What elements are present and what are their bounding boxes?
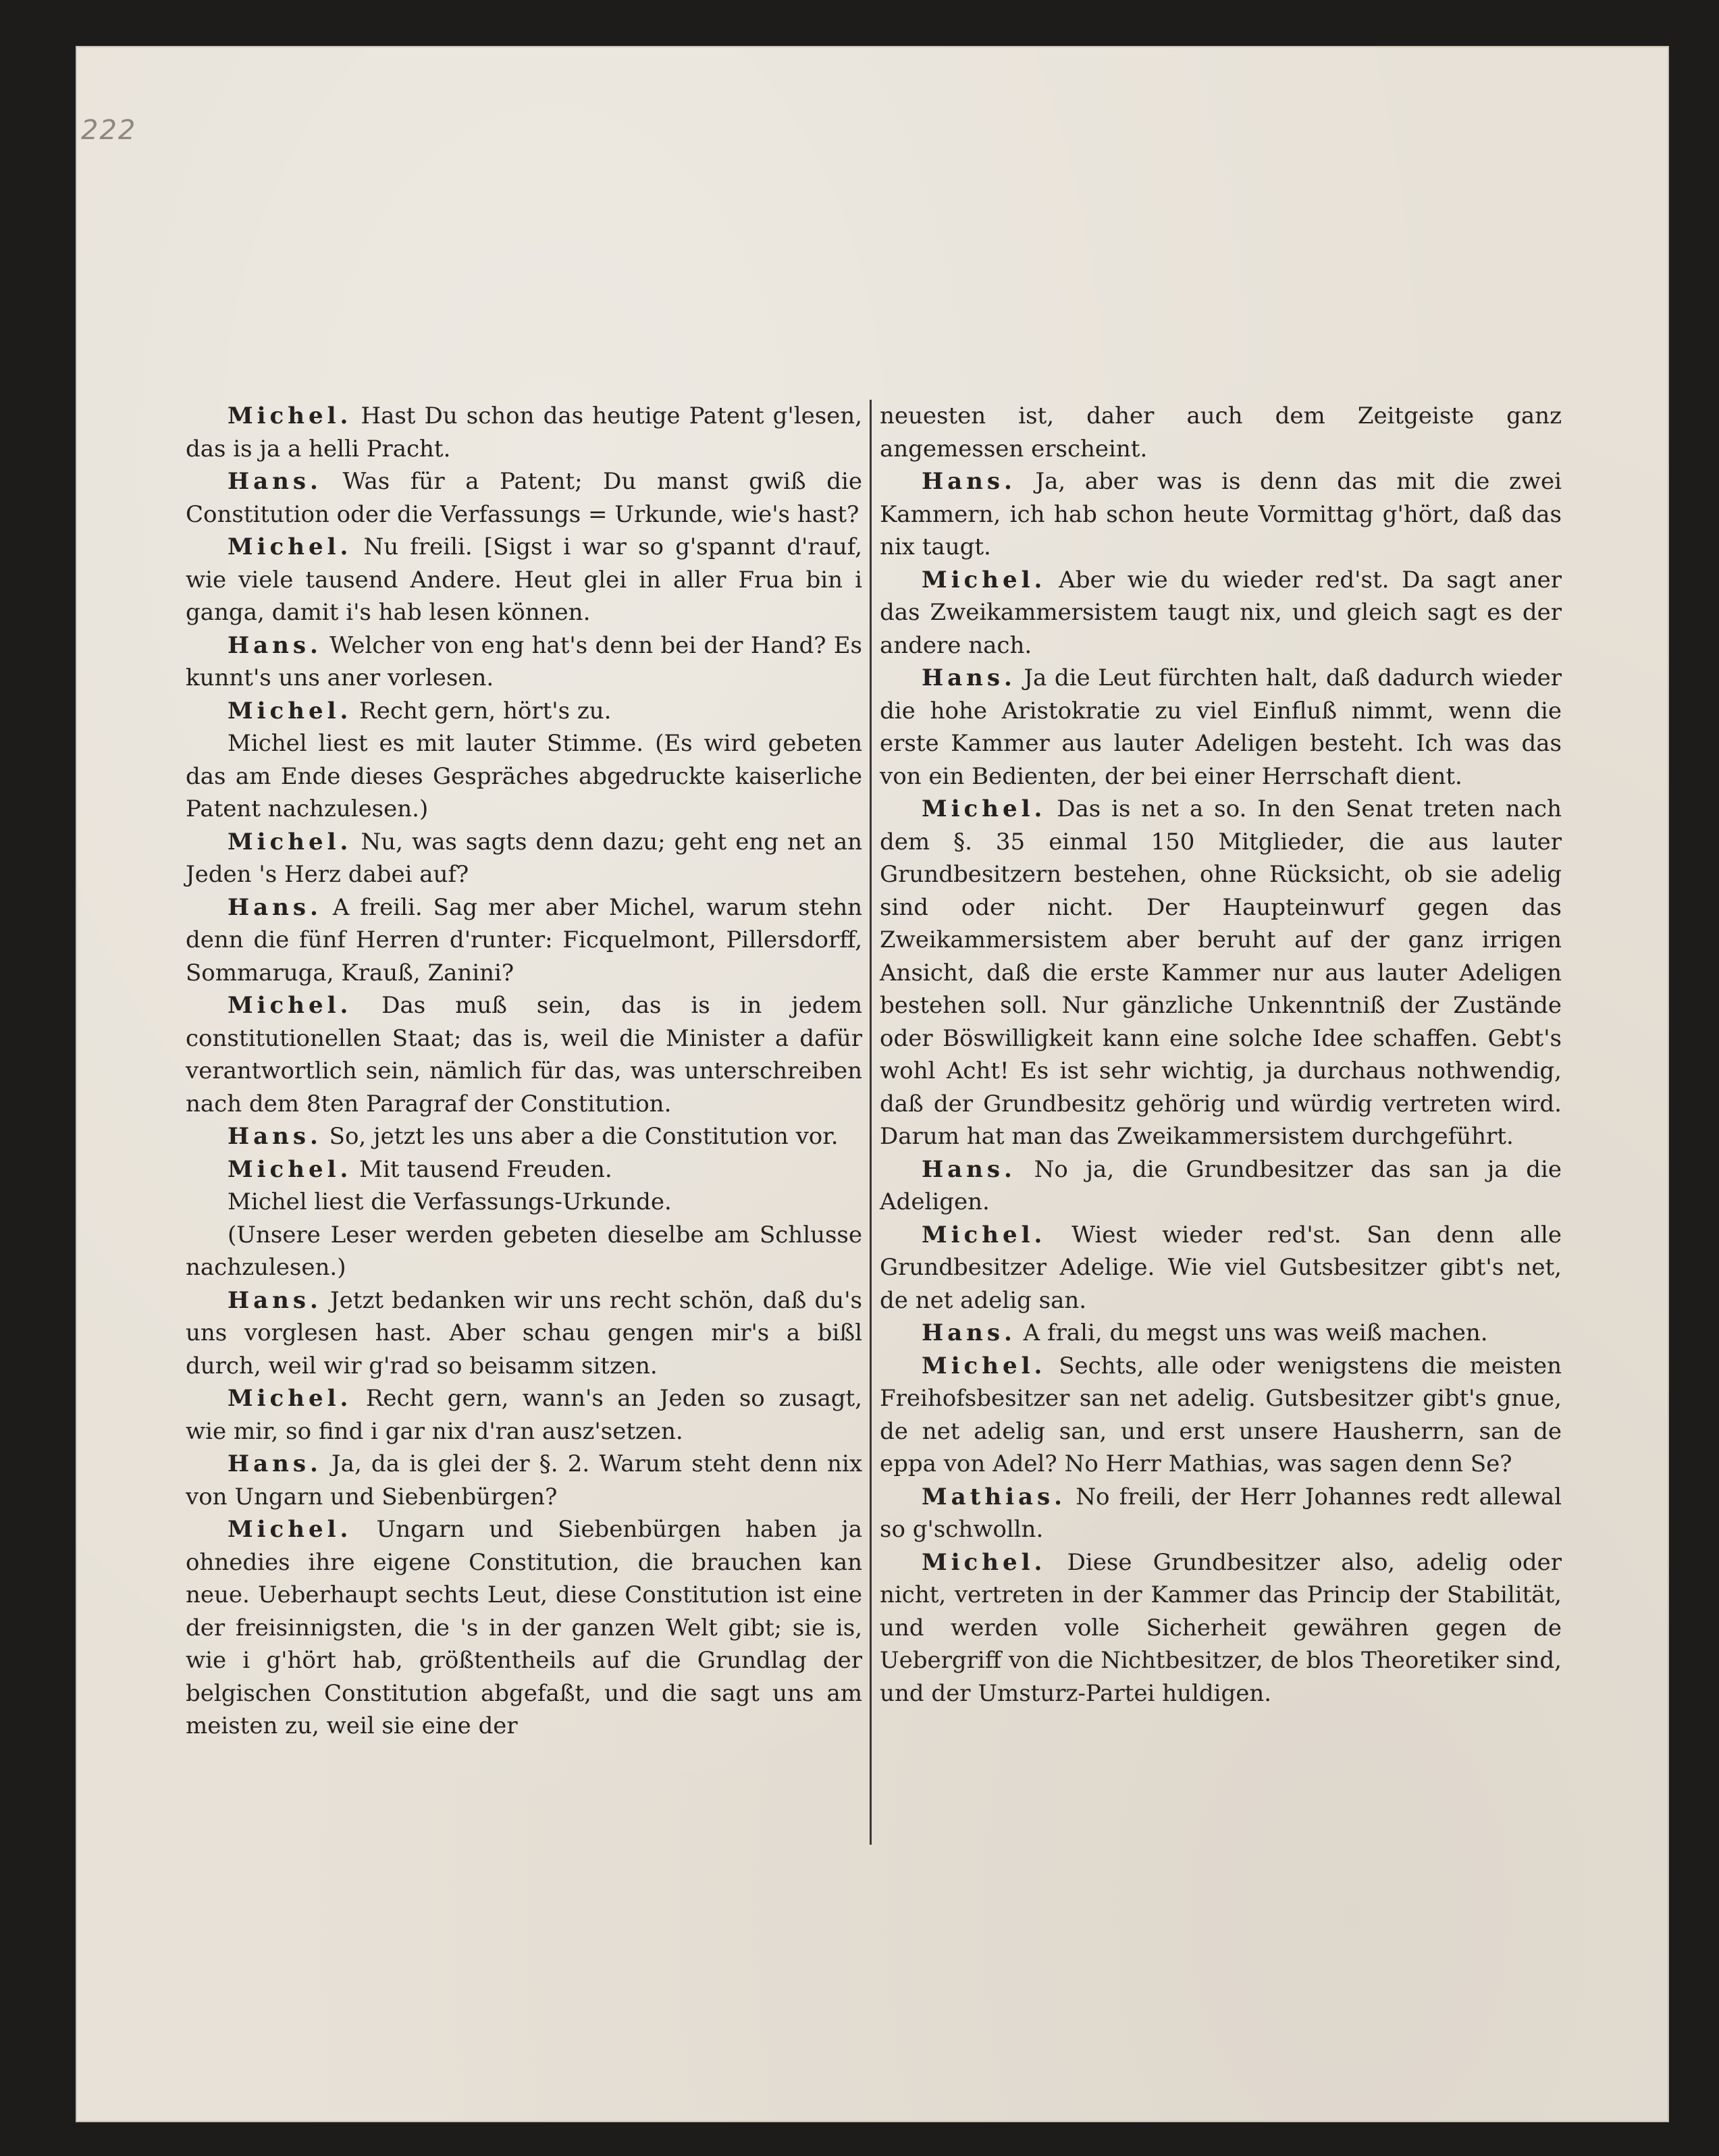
paragraph-text: Aber wie du wieder red'st. Da sagt aner das Zweikammersistem taugt nix, und gleich sagt es der andere nach. xyxy=(880,566,1562,659)
paragraph-text: A freili. Sag mer aber Michel, warum stehn denn die fünf Herren d'runter: Ficquelmont, Pillersdorff, Sommaruga, Krauß, Zanini? xyxy=(186,893,862,987)
speaker-name: Michel. xyxy=(228,992,352,1019)
dialog-paragraph xyxy=(186,1382,862,1448)
paragraph-text: (Unsere Leser werden gebeten dieselbe am Schlusse nachzulesen.) xyxy=(186,1221,862,1281)
speaker-name: Michel. xyxy=(922,1352,1047,1379)
speaker-name: Mathias. xyxy=(922,1483,1067,1510)
speaker-name: Hans. xyxy=(228,1450,322,1477)
dialog-paragraph xyxy=(186,826,862,891)
paragraph-text: Ja die Leut fürchten halt, daß dadurch wieder die hohe Aristokratie zu viel Einfluß nimmt, wenn die erste Kammer aus lauter Adeligen besteht. Ich was das von ein Bedienten, der bei einer Herrschaft dient. xyxy=(880,664,1562,790)
column-divider xyxy=(870,400,872,1845)
dialog-paragraph xyxy=(186,695,862,728)
paragraph-text: Welcher von eng hat's denn bei der Hand? Es kunnt's uns aner vorlesen. xyxy=(186,631,862,691)
paragraph-text: Ja, aber was is denn das mit die zwei Kammern, ich hab schon heute Vormittag g'hört, daß das nix taugt. xyxy=(880,468,1562,560)
speaker-name: Hans. xyxy=(228,1286,322,1314)
speaker-name: Michel. xyxy=(922,1548,1047,1576)
dialog-paragraph xyxy=(880,793,1562,1153)
speaker-name: Hans. xyxy=(228,1123,322,1150)
speaker-name: Michel. xyxy=(922,795,1047,822)
paragraph-text: Jetzt bedanken wir uns recht schön, daß du's uns vorglesen hast. Aber schau gengen mir's a bißl durch, weil wir g'rad so beisamm sitzen. xyxy=(186,1286,862,1379)
dialog-paragraph xyxy=(186,989,862,1120)
right-column xyxy=(880,400,1562,1710)
paragraph-text: Mit tausend Freuden. xyxy=(359,1155,612,1183)
dialog-paragraph xyxy=(880,662,1562,793)
page-number: 222 xyxy=(81,115,137,146)
paragraph-text: No ja, die Grundbesitzer das san ja die Adeligen. xyxy=(880,1155,1562,1215)
dialog-paragraph xyxy=(186,1513,862,1743)
dialog-paragraph xyxy=(880,1219,1562,1317)
dialog-paragraph xyxy=(186,531,862,629)
paragraph-text: Ja, da is glei der §. 2. Warum steht denn nix von Ungarn und Siebenbürgen? xyxy=(186,1450,863,1510)
dialog-paragraph xyxy=(186,400,862,465)
dialog-paragraph xyxy=(880,1317,1562,1350)
paragraph-text: Recht gern, hört's zu. xyxy=(359,697,612,725)
dialog-paragraph xyxy=(880,1153,1562,1219)
continued-text xyxy=(880,400,1562,465)
speaker-name: Hans. xyxy=(228,893,322,921)
paragraph-text: Recht gern, wann's an Jeden so zusagt, wie mir, so find i gar nix d'ran ausz'setzen. xyxy=(186,1385,862,1445)
paragraph-text: Das is net a so. In den Senat treten nach dem §. 35 einmal 150 Mitglieder, die aus lauter Grundbesitzern bestehen, ohne Rücksicht, ob sie adelig sind oder nicht. Der Haupteinwurf gegen das Zweikammersistem aber beruht auf der ganz irrigen Ansicht, daß die erste Kammer nur aus lauter Adeligen bestehen soll. Nur gänzliche Unkenntniß der Zustände oder Böswilligkeit kann eine solche Idee schaffen. Gebt's wohl Acht! Es ist sehr wichtig, ja durchaus nothwendig, daß der Grundbesitz gehörig und würdig vertreten wird. Darum hat man das Zweikammersistem durchgeführt. xyxy=(880,795,1562,1150)
speaker-name: Hans. xyxy=(922,1155,1016,1183)
stage-direction xyxy=(186,727,862,826)
speaker-name: Michel. xyxy=(228,1155,352,1183)
paragraph-text: No freili, der Herr Johannes redt allewal so g'schwolln. xyxy=(880,1483,1562,1543)
paragraph-text: Hast Du schon das heutige Patent g'lesen, das is ja a helli Pracht. xyxy=(186,402,862,463)
speaker-name: Michel. xyxy=(228,402,352,429)
paragraph-text: neuesten ist, daher auch dem Zeitgeiste ganz angemessen erscheint. xyxy=(880,402,1562,463)
dialog-paragraph xyxy=(880,465,1562,564)
dialog-paragraph xyxy=(880,1546,1562,1710)
paragraph-text: Michel liest die Verfassungs-Urkunde. xyxy=(228,1188,672,1215)
speaker-name: Michel. xyxy=(228,533,352,560)
speaker-name: Hans. xyxy=(228,631,322,659)
paragraph-text: Ungarn und Siebenbürgen haben ja ohnedies ihre eigene Constitution, die brauchen kan neue. Ueberhaupt sechts Leut, diese Constitution ist eine der freisinnigsten, die 's in der ganzen Welt gibt; sie is, wie i g'hört hab, größtentheils auf die Grundlag der belgischen Constitution abgefaßt, und die sagt uns am meisten zu, weil sie eine der xyxy=(186,1516,863,1739)
left-column xyxy=(186,400,862,1743)
paragraph-text: Was für a Patent; Du manst gwiß die Constitution oder die Verfassungs = Urkunde, wie's hast? xyxy=(186,468,862,528)
paragraph-text: Sechts, alle oder wenigstens die meisten Freihofsbesitzer san net adelig. Gutsbesitzer gibt's gnue, de net adelig san, und erst unsere Hausherrn, san de eppa von Adel? No Herr Mathias, was sagen denn Se? xyxy=(880,1352,1562,1477)
paragraph-text: Das muß sein, das is in jedem constitutionellen Staat; das is, weil die Minister a dafür verantwortlich sein, nämlich für das, was unterschreiben nach dem 8ten Paragraf der Constitution. xyxy=(186,992,863,1118)
paragraph-text: Wiest wieder red'st. San denn alle Grundbesitzer Adelige. Wie viel Gutsbesitzer gibt's net, de net adelig san. xyxy=(880,1221,1562,1314)
paragraph-text: Diese Grundbesitzer also, adelig oder nicht, vertreten in der Kammer das Princip der Stabilität, und werden volle Sicherheit gewähren gegen de Uebergriff von die Nichtbesitzer, de blos Theoretiker sind, und der Umsturz-Partei huldigen. xyxy=(880,1548,1562,1707)
stage-direction xyxy=(186,1186,862,1219)
speaker-name: Hans. xyxy=(922,664,1016,691)
dialog-paragraph xyxy=(186,1448,862,1513)
speaker-name: Michel. xyxy=(922,566,1047,594)
dialog-paragraph xyxy=(186,1120,862,1153)
paragraph-text: Michel liest es mit lauter Stimme. (Es wird gebeten das am Ende dieses Gespräches abgedruckte kaiserliche Patent nachzulesen.) xyxy=(186,730,862,822)
dialog-paragraph xyxy=(186,1284,862,1383)
dialog-paragraph xyxy=(186,1153,862,1186)
dialog-paragraph xyxy=(186,891,862,990)
paragraph-text: Nu freili. [Sigst i war so g'spannt d'rauf, wie viele tausend Andere. Heut glei in aller Frua bin i ganga, damit i's hab lesen können. xyxy=(186,533,862,626)
speaker-name: Michel. xyxy=(228,1385,352,1412)
paragraph-text: A frali, du megst uns was weiß machen. xyxy=(1023,1319,1488,1346)
paragraph-text: Nu, was sagts denn dazu; geht eng net an Jeden 's Herz dabei auf? xyxy=(186,828,862,888)
dialog-paragraph xyxy=(186,629,862,695)
dialog-paragraph xyxy=(880,564,1562,662)
dialog-paragraph xyxy=(880,1481,1562,1546)
speaker-name: Michel. xyxy=(228,1516,352,1543)
paragraph-text: So, jetzt les uns aber a die Constitution vor. xyxy=(329,1123,839,1150)
speaker-name: Michel. xyxy=(228,828,352,856)
speaker-name: Hans. xyxy=(228,468,322,495)
speaker-name: Hans. xyxy=(922,1319,1016,1346)
speaker-name: Michel. xyxy=(228,697,352,725)
dialog-paragraph xyxy=(880,1350,1562,1481)
dialog-paragraph xyxy=(186,465,862,531)
stage-direction xyxy=(186,1219,862,1284)
speaker-name: Michel. xyxy=(922,1221,1047,1248)
speaker-name: Hans. xyxy=(922,468,1016,495)
